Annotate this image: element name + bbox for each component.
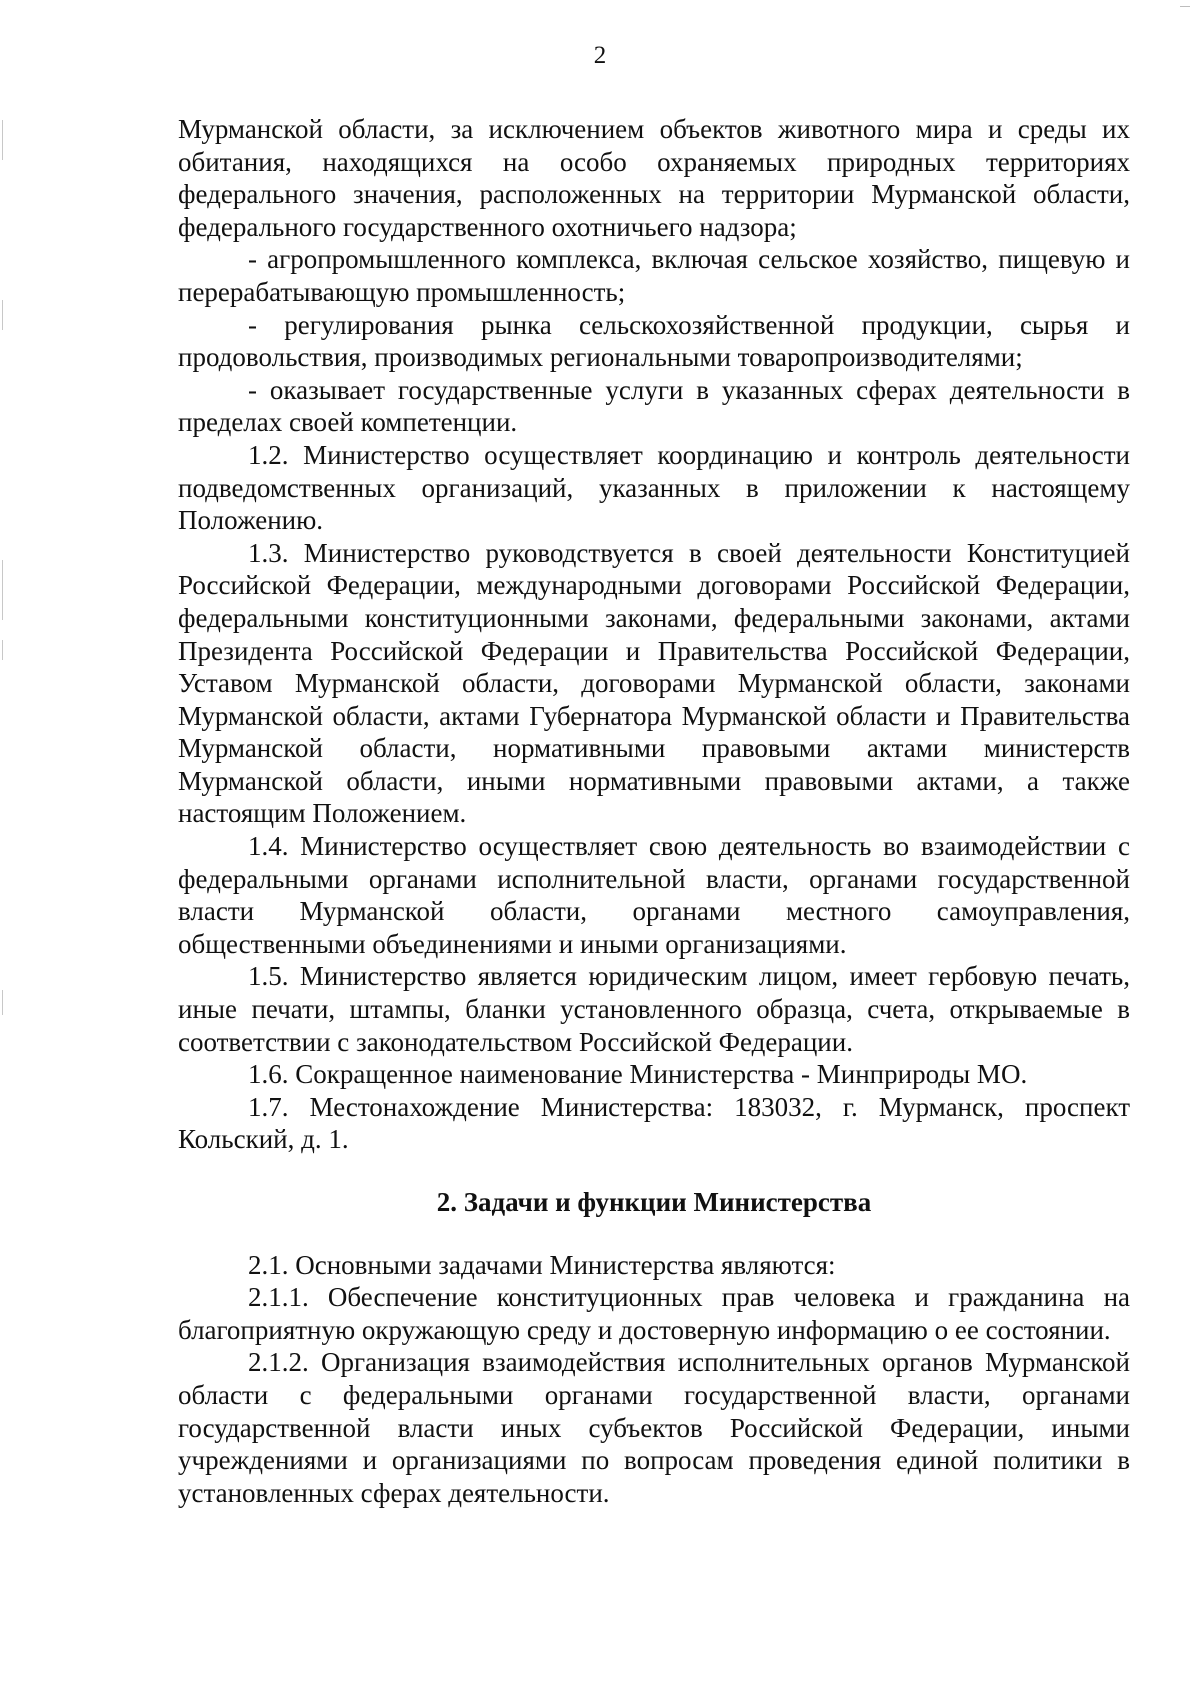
paragraph-list-item: - регулирования рынка сельскохозяйственной продукции, сырья и продовольствия, производимых региональными товаропроизводителями; [178,309,1130,373]
document-body [178,113,1130,1509]
paragraph-clause-2-1-2: 2.1.2. Организация взаимодействия исполнительных органов Мурманской области с федеральными органами государственной власти, органами государственной власти иных субъектов Российской Федерации, иными учреждениями и организациями по вопросам проведения единой политики в установленных сферах деятельности. [178,1347,1130,1508]
page-number: 2 [593,42,607,69]
paragraph-clause-1-7: 1.7. Местонахождение Министерства: 183032, г. Мурманск, проспект Кольский, д. 1. [178,1091,1130,1155]
paragraph-clause-1-6: 1.6. Сокращенное наименование Министерства - Минприроды МО. [248,1059,1028,1090]
scan-corner-mark [1180,6,1190,7]
paragraph-clause-1-5: 1.5. Министерство является юридическим лицом, имеет гербовую печать, иные печати, штампы, бланки установленного образца, счета, открываемые в соответствии с законодательством Российской Федерации. [178,961,1130,1057]
paragraph-list-item: - агропромышленного комплекса, включая сельское хозяйство, пищевую и перерабатывающую промышленность; [178,244,1130,307]
paragraph-clause-1-2: 1.2. Министерство осуществляет координацию и контроль деятельности подведомственных организаций, указанных в приложении к настоящему Положению. [178,439,1130,536]
section-heading: 2. Задачи и функции Министерства [436,1187,872,1217]
paragraph-clause-2-1: 2.1. Основными задачами Министерства являются: [248,1249,836,1280]
paragraph-clause-1-4: 1.4. Министерство осуществляет свою деятельность во взаимодействии с федеральными органами исполнительной власти, органами государственной власти Мурманской области, органами местного самоуправления, общественными объединениями и иными организациями. [178,831,1130,959]
paragraph-list-item: - оказывает государственные услуги в указанных сферах деятельности в пределах своей компетенции. [178,374,1130,438]
scan-edge-marks [0,0,6,1699]
paragraph-clause-1-3: 1.3. Министерство руководствуется в своей деятельности Конституцией Российской Федерации, международными договорами Российской Федерации, федеральными конституционными законами, федеральными законами, актами Президента Российской Федерации и Правительства Российской Федерации, Уставом Мурманской области, договорами Мурманской области, законами Мурманской области, актами Губернатора Мурманской области и Правительства Мурманской области, нормативными правовыми актами министерств Мурманской области, иными нормативными правовыми актами, а также настоящим Положением. [178,537,1130,829]
paragraph-clause-2-1-1: 2.1.1. Обеспечение конституционных прав человека и гражданина на благоприятную окружающую среду и достоверную информацию о ее состоянии. [178,1282,1130,1345]
paragraph-continuation: Мурманской области, за исключением объектов животного мира и среды их обитания, находящихся на особо охраняемых природных территориях федерального значения, расположенных на территории Мурманской области, федерального государственного охотничьего надзора; [178,114,1130,242]
